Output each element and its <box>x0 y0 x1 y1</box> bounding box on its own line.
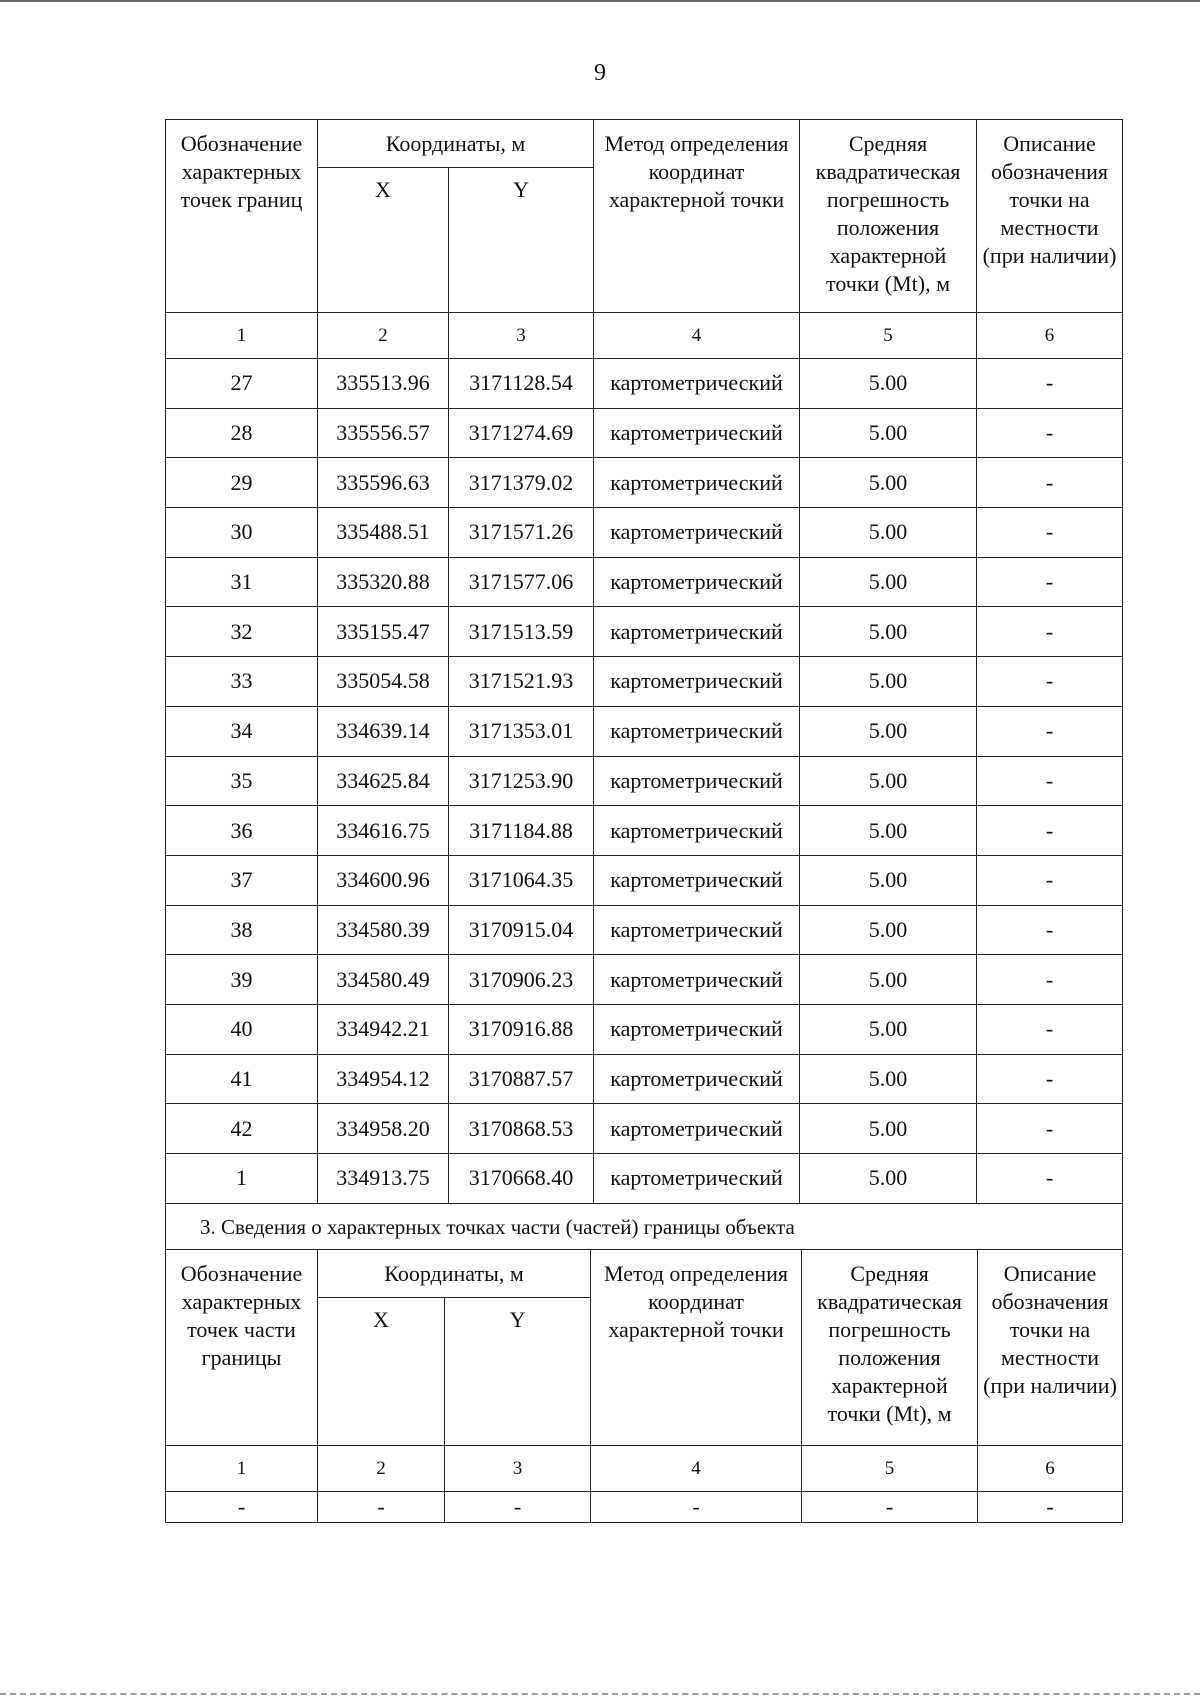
table-row <box>166 657 1123 707</box>
column-number: 5 <box>800 313 977 359</box>
y-cell: 3171274.69 <box>449 408 594 458</box>
column-number: 6 <box>978 1446 1123 1492</box>
mt-cell: 5.00 <box>800 855 977 905</box>
point-cell: 29 <box>166 458 318 508</box>
description-cell: - <box>977 1104 1123 1154</box>
x-cell: 334913.75 <box>318 1154 449 1204</box>
mt-cell: 5.00 <box>800 458 977 508</box>
column-number: 1 <box>166 313 318 359</box>
point-cell: 27 <box>166 359 318 409</box>
method-cell: картометрический <box>594 657 800 707</box>
x-cell: 335488.51 <box>318 508 449 558</box>
header-description: Описание обозначения точки на местности (при наличии) <box>978 1250 1123 1446</box>
description-cell: - <box>977 1004 1123 1054</box>
table-row <box>166 607 1123 657</box>
table-row <box>166 1054 1123 1104</box>
column-number: 3 <box>445 1446 591 1492</box>
table-row <box>166 756 1123 806</box>
x-cell: 334625.84 <box>318 756 449 806</box>
table-row <box>166 408 1123 458</box>
header-row <box>166 1250 1123 1298</box>
mt-cell: 5.00 <box>800 557 977 607</box>
method-cell: картометрический <box>594 1004 800 1054</box>
mt-cell: 5.00 <box>800 508 977 558</box>
y-cell: 3170916.88 <box>449 1004 594 1054</box>
header-x: X <box>318 168 449 313</box>
mt-cell: 5.00 <box>800 1054 977 1104</box>
method-cell: картометрический <box>594 359 800 409</box>
y-cell: 3170906.23 <box>449 955 594 1005</box>
description-cell: - <box>977 657 1123 707</box>
page-number: 9 <box>594 60 606 86</box>
x-cell: 335596.63 <box>318 458 449 508</box>
method-cell: - <box>591 1492 802 1523</box>
y-cell: 3171379.02 <box>449 458 594 508</box>
table-row <box>166 806 1123 856</box>
y-cell: 3171353.01 <box>449 706 594 756</box>
method-cell: картометрический <box>594 1154 800 1204</box>
description-cell: - <box>977 557 1123 607</box>
header-row <box>166 120 1123 168</box>
description-cell: - <box>978 1492 1123 1523</box>
table-row <box>166 855 1123 905</box>
column-number: 4 <box>591 1446 802 1492</box>
column-number: 2 <box>318 313 449 359</box>
method-cell: картометрический <box>594 557 800 607</box>
description-cell: - <box>977 607 1123 657</box>
description-cell: - <box>977 806 1123 856</box>
x-cell: 334942.21 <box>318 1004 449 1054</box>
x-cell: 335054.58 <box>318 657 449 707</box>
column-number: 6 <box>977 313 1123 359</box>
point-cell: 41 <box>166 1054 318 1104</box>
section-3-title: 3. Сведения о характерных точках части (частей) границы объекта <box>166 1203 1123 1251</box>
point-cell: 34 <box>166 706 318 756</box>
point-cell: 33 <box>166 657 318 707</box>
y-cell: 3170868.53 <box>449 1104 594 1154</box>
y-cell: 3171571.26 <box>449 508 594 558</box>
method-cell: картометрический <box>594 855 800 905</box>
x-cell: 334600.96 <box>318 855 449 905</box>
column-numbers-row <box>166 1446 1123 1492</box>
description-cell: - <box>977 855 1123 905</box>
y-cell: 3171128.54 <box>449 359 594 409</box>
header-error: Средняя квадратическая погрешность положения характерной точки (Mt), м <box>800 120 977 313</box>
method-cell: картометрический <box>594 1054 800 1104</box>
y-cell: 3171064.35 <box>449 855 594 905</box>
header-method: Метод определения координат характерной точки <box>594 120 800 313</box>
table-row <box>166 359 1123 409</box>
x-cell: 334958.20 <box>318 1104 449 1154</box>
mt-cell: 5.00 <box>800 1154 977 1204</box>
header-error: Средняя квадратическая погрешность положения характерной точки (Mt), м <box>802 1250 978 1446</box>
column-number: 2 <box>318 1446 445 1492</box>
table-row <box>166 557 1123 607</box>
x-cell: - <box>318 1492 445 1523</box>
mt-cell: 5.00 <box>800 359 977 409</box>
point-cell: 35 <box>166 756 318 806</box>
method-cell: картометрический <box>594 706 800 756</box>
point-cell: 42 <box>166 1104 318 1154</box>
point-cell: 37 <box>166 855 318 905</box>
mt-cell: 5.00 <box>800 1104 977 1154</box>
table-row <box>166 458 1123 508</box>
point-cell: - <box>166 1492 318 1523</box>
point-cell: 38 <box>166 905 318 955</box>
y-cell: 3171184.88 <box>449 806 594 856</box>
point-cell: 39 <box>166 955 318 1005</box>
column-number: 3 <box>449 313 594 359</box>
y-cell: 3171577.06 <box>449 557 594 607</box>
method-cell: картометрический <box>594 458 800 508</box>
scan-bottom-edge <box>0 1693 1200 1695</box>
column-numbers-row <box>166 313 1123 359</box>
mt-cell: 5.00 <box>800 408 977 458</box>
mt-cell: 5.00 <box>800 806 977 856</box>
x-cell: 334580.49 <box>318 955 449 1005</box>
table-row <box>166 905 1123 955</box>
description-cell: - <box>977 1054 1123 1104</box>
table-row <box>166 706 1123 756</box>
table-row <box>166 955 1123 1005</box>
header-x: X <box>318 1298 445 1446</box>
header-y: Y <box>445 1298 591 1446</box>
table-row <box>166 1104 1123 1154</box>
section-3-row <box>166 1203 1123 1251</box>
y-cell: 3171521.93 <box>449 657 594 707</box>
y-cell: 3171253.90 <box>449 756 594 806</box>
description-cell: - <box>977 458 1123 508</box>
mt-cell: 5.00 <box>800 955 977 1005</box>
description-cell: - <box>977 955 1123 1005</box>
method-cell: картометрический <box>594 955 800 1005</box>
table-row <box>166 508 1123 558</box>
point-cell: 30 <box>166 508 318 558</box>
y-cell: - <box>445 1492 591 1523</box>
mt-cell: 5.00 <box>800 657 977 707</box>
x-cell: 334580.39 <box>318 905 449 955</box>
header-coordinates: Координаты, м <box>318 120 594 168</box>
y-cell: 3170668.40 <box>449 1154 594 1204</box>
x-cell: 334639.14 <box>318 706 449 756</box>
point-cell: 31 <box>166 557 318 607</box>
mt-cell: 5.00 <box>800 607 977 657</box>
x-cell: 335320.88 <box>318 557 449 607</box>
header-designation: Обозначение характерных точек части границы <box>166 1250 318 1446</box>
x-cell: 335513.96 <box>318 359 449 409</box>
mt-cell: 5.00 <box>800 756 977 806</box>
method-cell: картометрический <box>594 508 800 558</box>
column-number: 4 <box>594 313 800 359</box>
method-cell: картометрический <box>594 408 800 458</box>
description-cell: - <box>977 905 1123 955</box>
y-cell: 3171513.59 <box>449 607 594 657</box>
description-cell: - <box>977 359 1123 409</box>
x-cell: 335556.57 <box>318 408 449 458</box>
method-cell: картометрический <box>594 756 800 806</box>
point-cell: 1 <box>166 1154 318 1204</box>
boundary-points-table <box>165 119 1123 1251</box>
point-cell: 28 <box>166 408 318 458</box>
description-cell: - <box>977 756 1123 806</box>
mt-cell: 5.00 <box>800 1004 977 1054</box>
part-boundary-points-table <box>165 1249 1123 1523</box>
mt-cell: 5.00 <box>800 706 977 756</box>
y-cell: 3170915.04 <box>449 905 594 955</box>
table-row <box>166 1492 1123 1523</box>
description-cell: - <box>977 706 1123 756</box>
y-cell: 3170887.57 <box>449 1054 594 1104</box>
mt-cell: 5.00 <box>800 905 977 955</box>
header-designation: Обозначение характерных точек границ <box>166 120 318 313</box>
header-coordinates: Координаты, м <box>318 1250 591 1298</box>
column-number: 5 <box>802 1446 978 1492</box>
point-cell: 36 <box>166 806 318 856</box>
description-cell: - <box>977 508 1123 558</box>
scan-top-edge <box>0 0 1200 2</box>
method-cell: картометрический <box>594 905 800 955</box>
point-cell: 32 <box>166 607 318 657</box>
description-cell: - <box>977 1154 1123 1204</box>
point-cell: 40 <box>166 1004 318 1054</box>
table-row <box>166 1154 1123 1204</box>
x-cell: 335155.47 <box>318 607 449 657</box>
header-y: Y <box>449 168 594 313</box>
mt-cell: - <box>802 1492 978 1523</box>
method-cell: картометрический <box>594 607 800 657</box>
column-number: 1 <box>166 1446 318 1492</box>
header-method: Метод определения координат характерной точки <box>591 1250 802 1446</box>
x-cell: 334616.75 <box>318 806 449 856</box>
header-description: Описание обозначения точки на местности (при наличии) <box>977 120 1123 313</box>
method-cell: картометрический <box>594 806 800 856</box>
description-cell: - <box>977 408 1123 458</box>
method-cell: картометрический <box>594 1104 800 1154</box>
x-cell: 334954.12 <box>318 1054 449 1104</box>
table-row <box>166 1004 1123 1054</box>
